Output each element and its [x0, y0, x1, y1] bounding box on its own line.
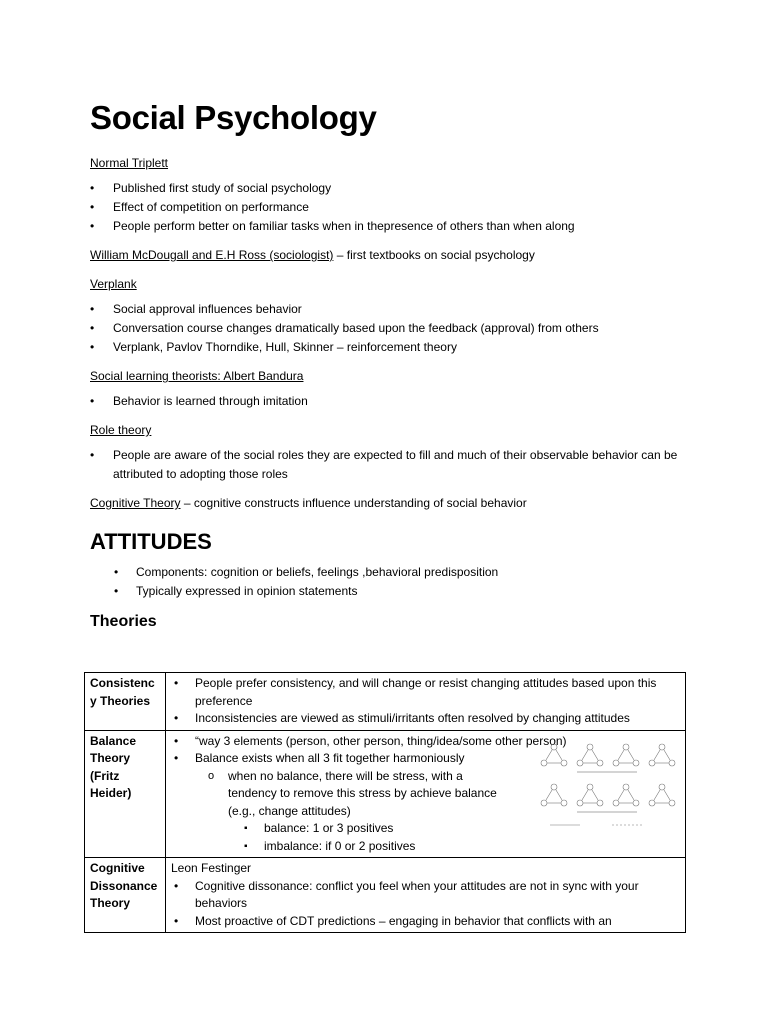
row-content [166, 673, 686, 731]
list-item: • Social approval influences behavior [90, 300, 700, 319]
triad-icon [649, 784, 675, 806]
row-label-dissonance: Cognitive Dissonance Theory [85, 858, 166, 933]
triad-icon [541, 744, 567, 766]
triad-icon [577, 744, 603, 766]
bandura-heading: Social learning theorists: Albert Bandura [90, 369, 304, 383]
table-row [85, 858, 686, 933]
row-label-consistency: Consistenc y Theories [85, 673, 166, 731]
list-item: • Balance exists when all 3 fit together harmoniously [171, 750, 501, 768]
cognitive-heading: Cognitive Theory [90, 496, 181, 510]
list-item: • “way 3 elements (person, other person, thing/idea/some other person) [171, 733, 501, 751]
list-item: • Published first study of social psychology [90, 179, 700, 198]
list-item: ▪ balance: 1 or 3 positives [171, 820, 501, 838]
row-lead: Leon Festinger [171, 861, 252, 875]
page-title: Social Psychology [90, 99, 377, 136]
list-item: • People prefer consistency, and will change or resist changing attitudes based upon this preference [171, 675, 680, 710]
list-item: • Conversation course changes dramatically based upon the feedback (approval) from others [90, 319, 700, 338]
list-item: • Verplank, Pavlov Thorndike, Hull, Skinner – reinforcement theory [90, 338, 700, 357]
bandura-list [90, 392, 700, 411]
row-label-balance: Balance Theory (Fritz Heider) [85, 730, 166, 858]
list-item: • Inconsistencies are viewed as stimuli/irritants often resolved by changing attitudes [171, 710, 680, 728]
list-item: • Cognitive dissonance: conflict you feel when your attitudes are not in sync with your behaviors [171, 878, 680, 913]
list-item: o when no balance, there will be stress, with a tendency to remove this stress by achieve balance (e.g., change attitudes) [171, 768, 501, 821]
row-content [166, 858, 686, 933]
list-item: • Most proactive of CDT predictions – engaging in behavior that conflicts with an [171, 913, 680, 931]
triad-icon [613, 744, 639, 766]
triplett-heading: Normal Triplett [90, 156, 169, 170]
cognitive-text: – cognitive constructs influence understanding of social behavior [180, 496, 527, 510]
list-item: • People perform better on familiar tasks when in thepresence of others than when along [90, 217, 700, 236]
triad-icon [577, 784, 603, 806]
mcdougall-text: – first textbooks on social psychology [333, 248, 535, 262]
list-item: • Effect of competition on performance [90, 198, 700, 217]
table-row [85, 730, 686, 858]
triad-icon [649, 744, 675, 766]
theories-table [84, 672, 686, 933]
mcdougall-line [90, 246, 700, 265]
verplank-list [90, 300, 700, 357]
attitudes-list [90, 563, 700, 601]
list-item: • People are aware of the social roles they are expected to fill and much of their observable behavior can be attributed to adopting those roles [90, 446, 700, 484]
theories-heading: Theories [90, 613, 157, 630]
role-heading: Role theory [90, 423, 152, 437]
verplank-heading: Verplank [90, 277, 137, 291]
list-item: • Typically expressed in opinion statements [90, 582, 700, 601]
mcdougall-heading: William McDougall and E.H Ross (sociologist) [90, 248, 334, 262]
triad-configurations-diagram [532, 741, 682, 833]
list-item: ▪ imbalance: if 0 or 2 positives [171, 838, 501, 856]
role-list [90, 446, 700, 484]
table-row [85, 673, 686, 731]
list-item: • Behavior is learned through imitation [90, 392, 700, 411]
cognitive-line [90, 494, 700, 513]
row-content [166, 730, 686, 858]
document-content [90, 96, 700, 641]
triad-icon [541, 784, 567, 806]
triad-icon [613, 784, 639, 806]
list-item: • Components: cognition or beliefs, feelings ,behavioral predisposition [90, 563, 700, 582]
triplett-list [90, 179, 700, 236]
attitudes-heading: ATTITUDES [90, 529, 212, 554]
